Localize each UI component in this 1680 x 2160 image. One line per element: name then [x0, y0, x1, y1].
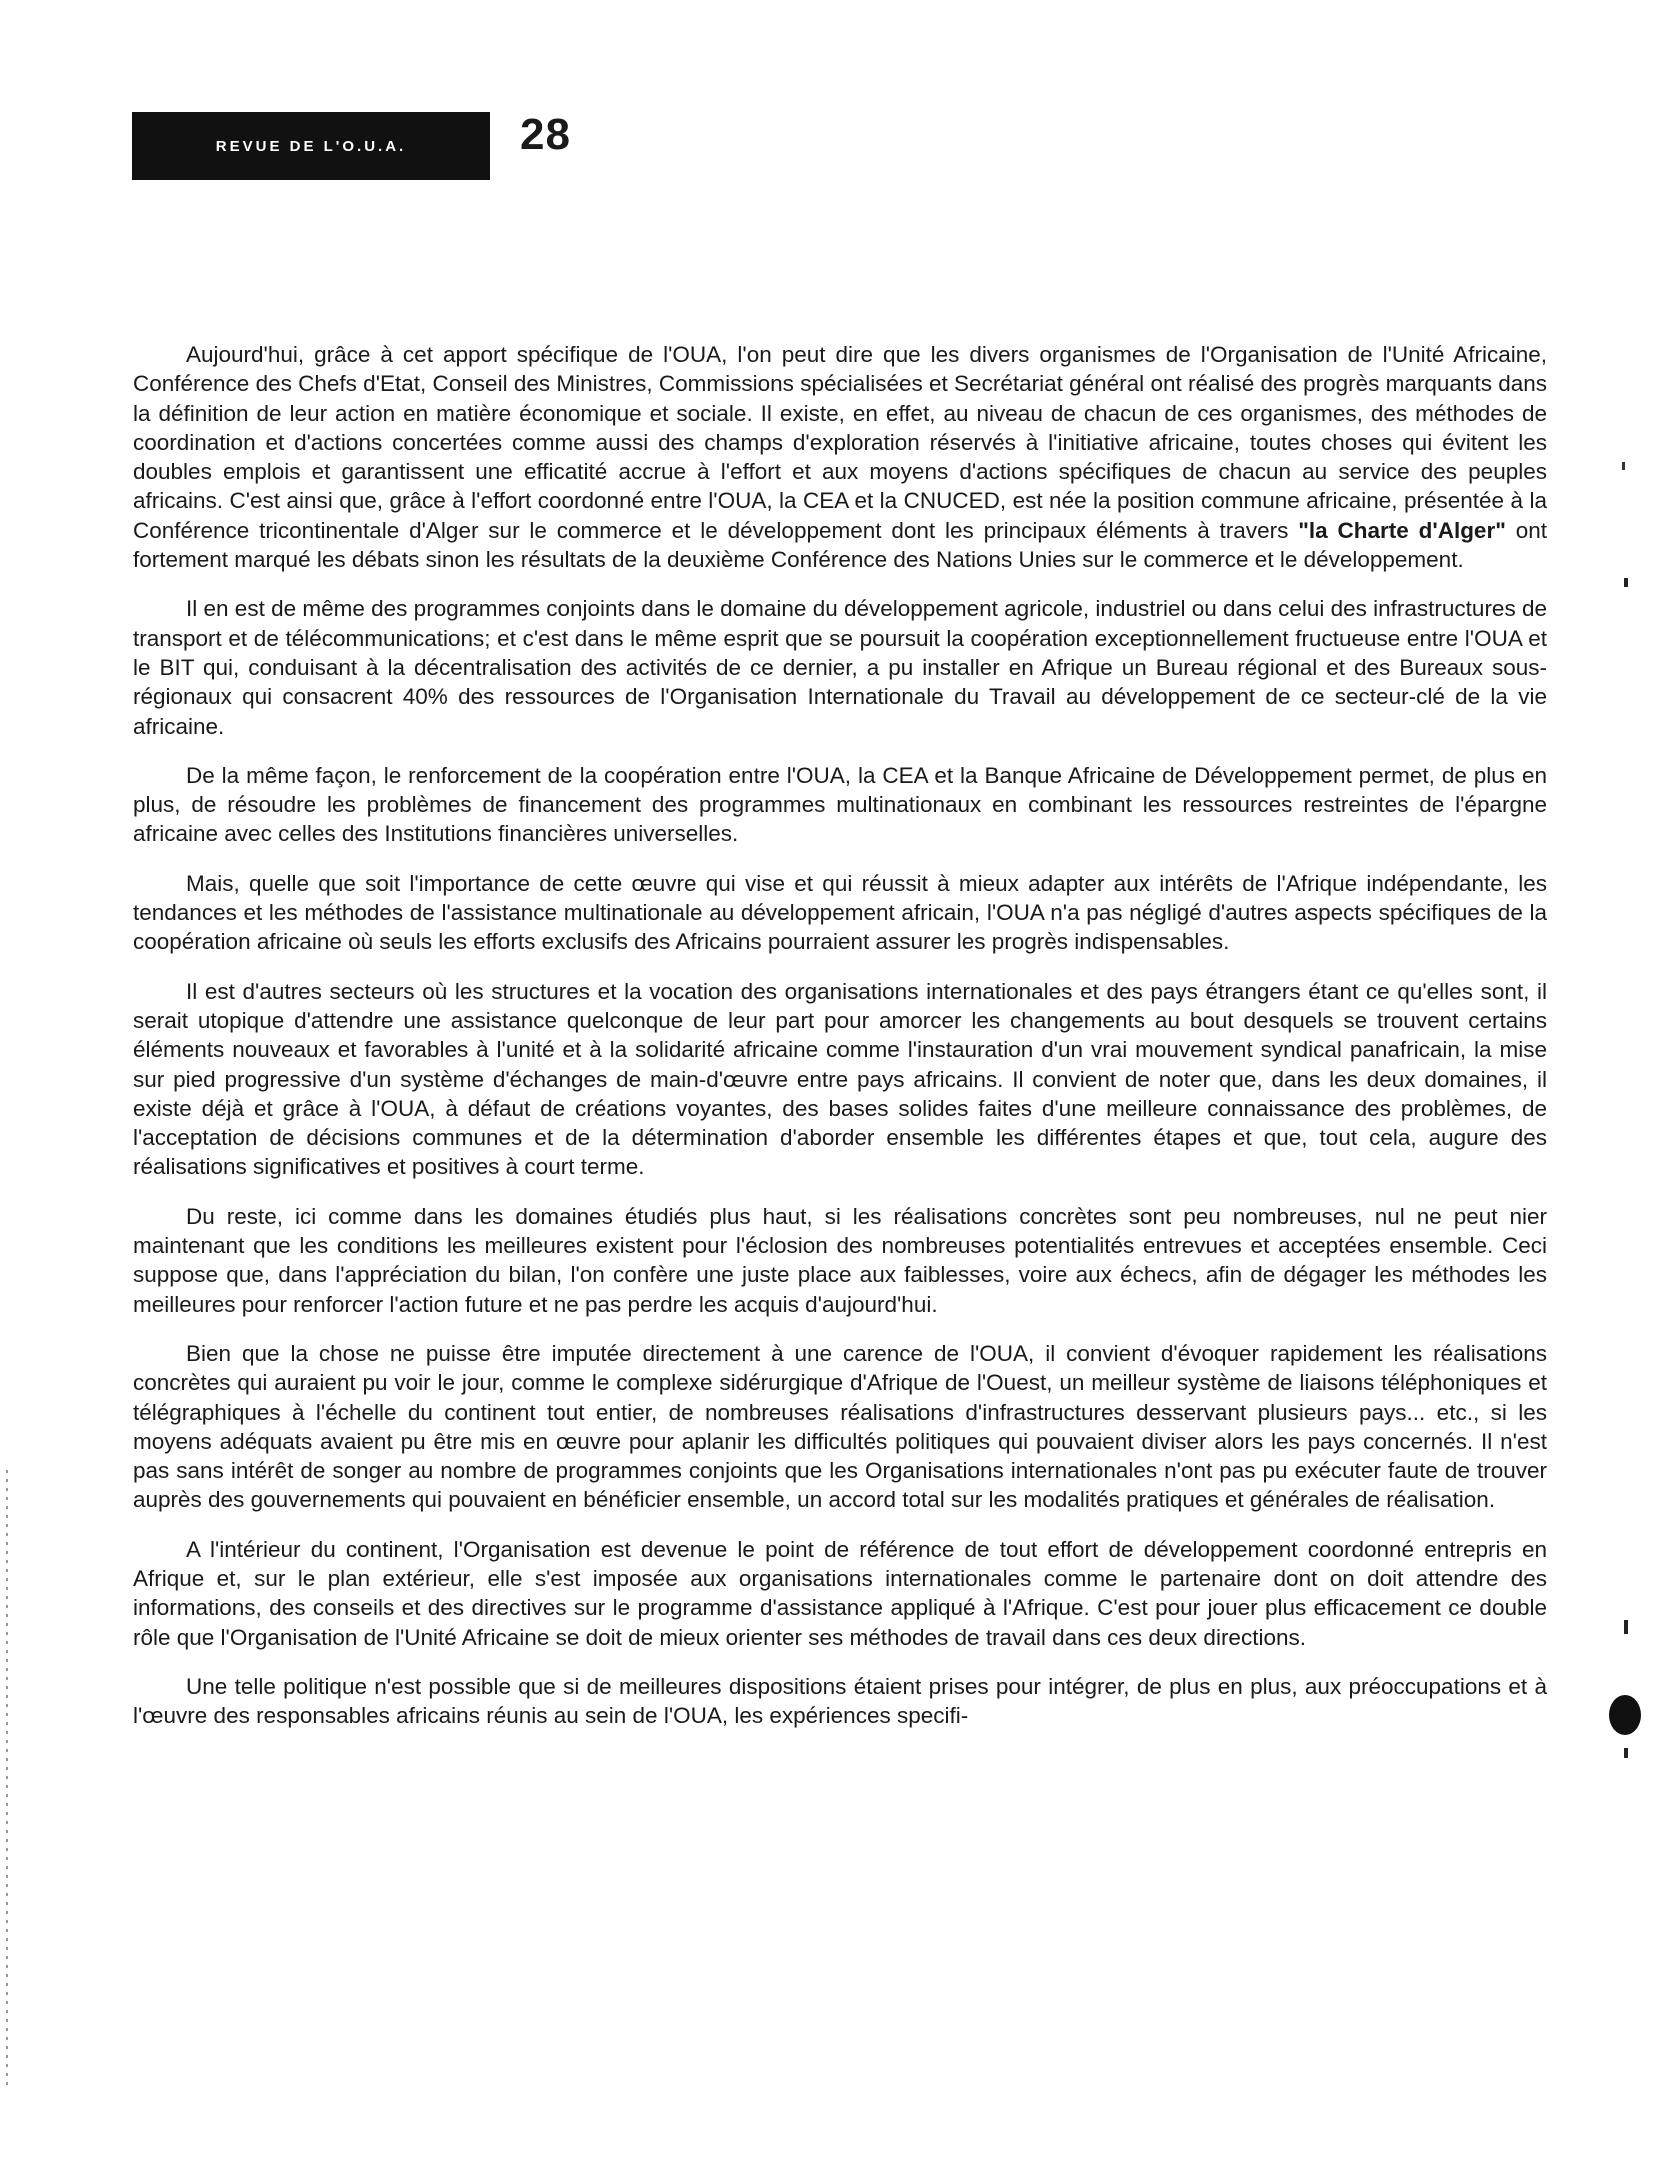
paragraph: Une telle politique n'est possible que si de meilleures dispositions étaient prises pour intégrer, de plus en plus, aux préoccupations et à l'œuvre des responsables africains réunis au sein de l'OUA, les expériences specifi-	[133, 1673, 1547, 1729]
scan-speck	[1624, 578, 1628, 587]
paragraph: Il est d'autres secteurs où les structures et la vocation des organisations internationales et des pays étrangers étant ce qu'elles sont, il serait utopique d'attendre une assistance quelconque de leur part pour amorcer les changements au bout desquels se trouvent certains éléments nouveaux et favorables à l'unité et à la solidarité africaine comme l'instauration d'un vrai mouvement syndical panafricain, la mise sur pied progressive d'un système d'échanges de main-d'œuvre entre pays africains. Il convient de noter que, dans les deux domaines, il existe déjà et grâce à l'OUA, à défaut de créations voyantes, des bases solides faites d'une meilleure connaissance des problèmes, de l'acceptation de décisions communes et de la détermination d'aborder ensemble les différentes étapes et que, tout cela, augure des réalisations significatives et positives à court terme.	[133, 978, 1547, 1180]
paragraph: Mais, quelle que soit l'importance de cette œuvre qui vise et qui réussit à mieux adapter aux intérêts de l'Afrique indépendante, les tendances et les méthodes de l'assistance multinationale au développement africain, l'OUA n'a pas négligé d'autres aspects spécifiques de la coopération africaine où seuls les efforts exclusifs des Africains pourraient assurer les progrès indispensables.	[133, 870, 1547, 955]
scan-speck	[1622, 462, 1625, 470]
punch-hole-mark	[1609, 1695, 1641, 1735]
paragraph-text-continued: ont fortement marqué les débats sinon les résultats de la deuxième Conférence des Nations Unies sur le commerce et le développement.	[133, 517, 1548, 573]
scan-speck	[1624, 1748, 1628, 1758]
paragraph: Bien que la chose ne puisse être imputée directement à une carence de l'OUA, il convient d'évoquer rapidement les réalisations concrètes qui auraient pu voir le jour, comme le complexe sidérurgique d'Afrique de l'Ouest, un meilleur système de liaisons téléphoniques et télégraphiques à l'échelle du continent tout entier, de nombreuses réalisations d'infrastructures desservant plusieurs pays... etc., si les moyens adéquats avaient pu être mis en œuvre pour aplanir les difficultés politiques qui pouvaient diviser alors les pays concernés. Il n'est pas sans intérêt de songer au nombre de programmes conjoints que les Organisations internationales n'ont pas pu exécuter faute de trouver auprès des gouvernements qui pouvaient en bénéficier ensemble, un accord total sur les modalités pratiques et générales de réalisation.	[133, 1340, 1547, 1513]
paragraph: De la même façon, le renforcement de la coopération entre l'OUA, la CEA et la Banque Africaine de Développement permet, de plus en plus, de résoudre les problèmes de financement des programmes multinationaux en combinant les ressources restreintes de l'épargne africaine avec celles des Institutions financières universelles.	[133, 762, 1547, 847]
paragraph: Du reste, ici comme dans les domaines étudiés plus haut, si les réalisations concrètes sont peu nombreuses, nul ne peut nier maintenant que les conditions les meilleures existent pour l'éclosion des nombreuses potentialités entrevues et acceptées ensemble. Ceci suppose que, dans l'appréciation du bilan, l'on confère une juste place aux faiblesses, voire aux échecs, afin de dégager les méthodes les meilleures pour renforcer l'action future et ne pas perdre les acquis d'aujourd'hui.	[133, 1203, 1547, 1317]
journal-title: REVUE DE L'O.U.A.	[215, 137, 407, 155]
page-number: 28	[520, 110, 571, 159]
scan-edge	[6, 1470, 8, 2090]
paragraph	[133, 340, 1547, 574]
article-body	[133, 340, 1547, 1750]
paragraph: A l'intérieur du continent, l'Organisation est devenue le point de référence de tout effort de développement coordonné entrepris en Afrique et, sur le plan extérieur, elle s'est imposée aux organisations internationales comme le partenaire dont on doit attendre des informations, des conseils et des directives sur le programme d'assistance appliqué à l'Afrique. C'est pour jouer plus efficacement ce double rôle que l'Organisation de l'Unité Africaine se doit de mieux orienter ses méthodes de travail dans ces deux directions.	[133, 1536, 1547, 1650]
scan-speck	[1624, 1620, 1628, 1634]
charter-title: "la Charte d'Alger"	[1298, 517, 1506, 543]
paragraph: Il en est de même des programmes conjoints dans le domaine du développement agricole, industriel ou dans celui des infrastructures de transport et de télécommunications; et c'est dans le même esprit que se poursuit la coopération exceptionnellement fructueuse entre l'OUA et le BIT qui, conduisant à la décentralisation des activités de ce dernier, a pu installer en Afrique un Bureau régional et des Bureaux sous-régionaux qui consacrent 40% des ressources de l'Organisation Internationale du Travail au développement de ce secteur-clé de la vie africaine.	[133, 596, 1547, 739]
paragraph-text: Aujourd'hui, grâce à cet apport spécifique de l'OUA, l'on peut dire que les divers organismes de l'Organisation de l'Unité Africaine, Conférence des Chefs d'Etat, Conseil des Ministres, Commissions spécialisées et Secrétariat général ont réalisé des progrès marquants dans la définition de leur action en matière économique et sociale. Il existe, en effet, au niveau de chacun de ces organismes, des méthodes de coordination et d'actions concertées comme aussi des champs d'exploration réservés à l'initiative africaine, toutes choses qui évitent les doubles emplois et garantissent une efficatité accrue à l'effort et aux moyens d'actions spécifiques de chacun au service des peuples africains. C'est ainsi que, grâce à l'effort coordonné entre l'OUA, la CEA et la CNUCED, est née la position commune africaine, présentée à la Conférence tricontinentale d'Alger sur le commerce et le développement dont les principaux éléments à travers	[133, 342, 1547, 543]
journal-header-box	[132, 112, 490, 180]
